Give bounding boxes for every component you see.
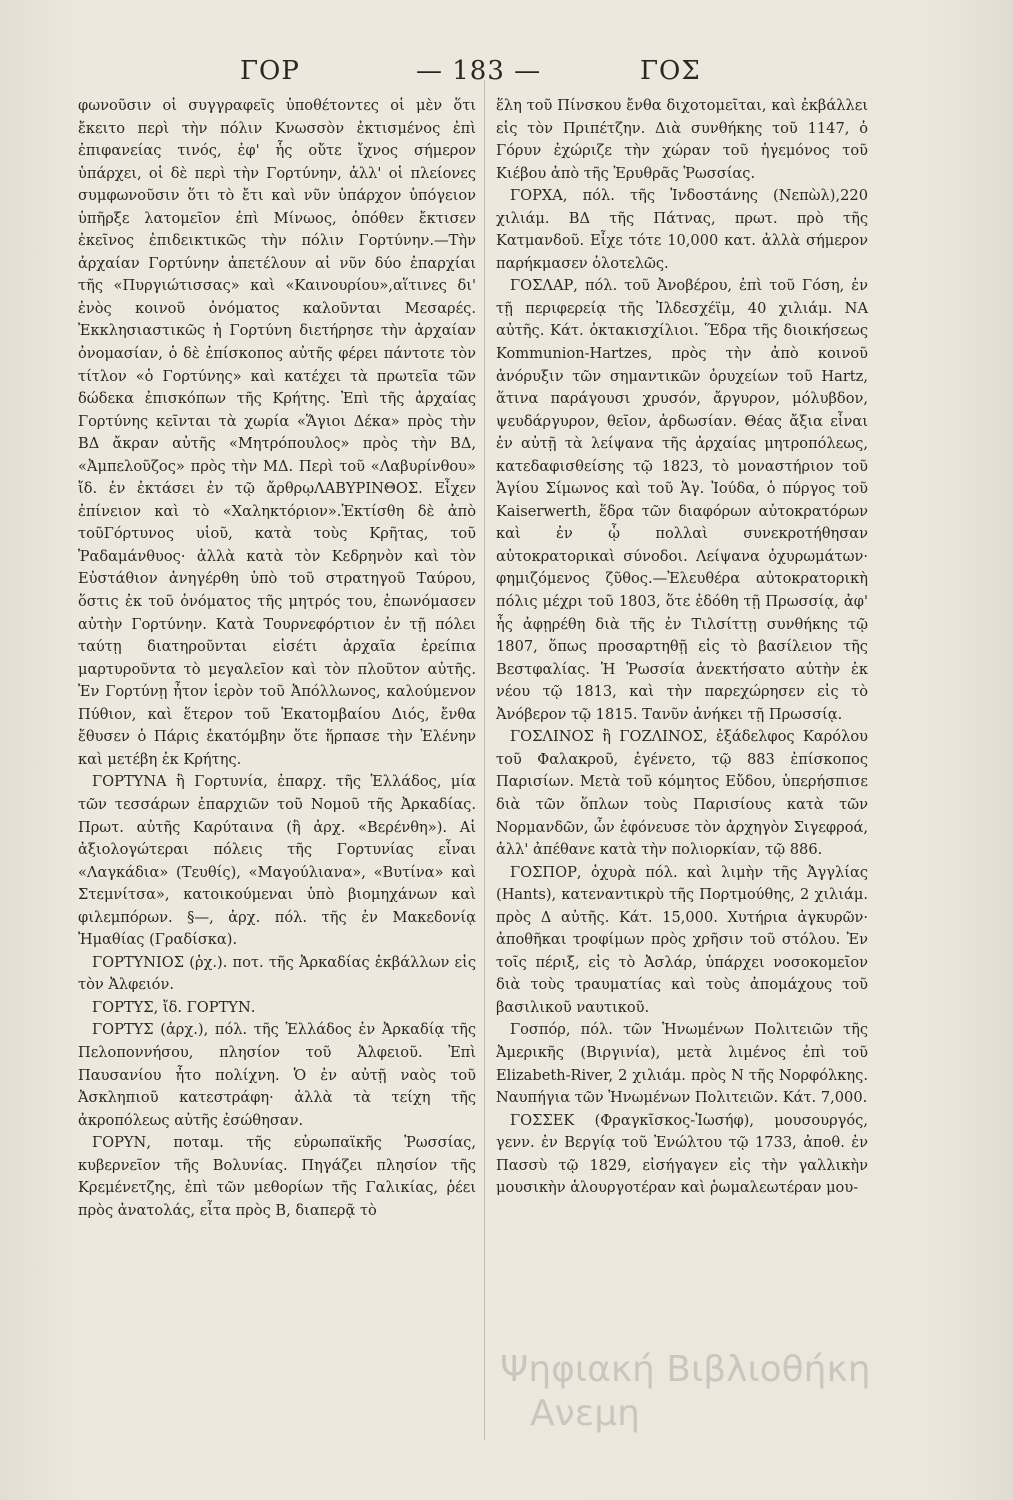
- entry-gortys-ref: ΓΟΡΤΥΣ, ἴδ. ΓΟΡΤΥΝ.: [92, 998, 256, 1016]
- watermark-line-1: Ψηφιακή Βιβλιοθήκη: [500, 1349, 871, 1390]
- entry-gortys: ΓΟΡΤΥΣ (ἀρχ.), πόλ. τῆς Ἑλλάδος ἐν Ἀρκαδίᾳ τῆς Πελοποννήσου, πλησίον τοῦ Ἀλφειοῦ. Ἐπὶ Παυσανίου ἦτο πολίχνη. Ὁ ἐν αὐτῇ ναὸς τοῦ Ἀσκληπιοῦ κατεστράφη· ἀλλὰ τὰ τείχη τῆς ἀκροπόλεως αὐτῆς ἐσώθησαν.: [78, 1021, 476, 1129]
- left-column: [78, 95, 476, 1222]
- entry-gosport-usa: Γοσπόρ, πόλ. τῶν Ἡνωμένων Πολιτειῶν τῆς Ἀμερικῆς (Βιργινία), μετὰ λιμένος ἐπὶ τοῦ Elizabeth-River, 2 χιλιάμ. πρὸς Ν τῆς Νορφόλκης. Ναυπήγια τῶν Ἡνωμένων Πολιτειῶν. Κάτ. 7,000.: [496, 1021, 868, 1107]
- page-header: [80, 56, 920, 90]
- header-right-keyword: ΓΟΣ: [640, 56, 701, 86]
- watermark-line-2: Ανεμη: [530, 1393, 640, 1434]
- entry-gortyn-continued: φωνοῦσιν οἱ συγγραφεῖς ὑποθέτοντες οἱ μὲν ὅτι ἔκειτο περὶ τὴν πόλιν Κνωσσὸν ἐκτισμένος ἐπὶ ἐπιφανείας τινός, ἐφ' ἧς οὔτε ἴχνος σήμερον ὑπάρχει, οἱ δὲ περὶ τὴν Γορτύνην, ἀλλ' οἱ πλείονες συμφωνοῦσιν ὅτι τὸ ἔτι καὶ νῦν ὑπάρχον ὑπόγειον ὑπῆρξε λατομεῖον ἐπὶ Μίνωος, ὁπόθεν ἔκτισεν ἐκεῖνος ἐπιδεικτικῶς τὴν πόλιν Γορτύνην.—Τὴν ἀρχαίαν Γορτύνην ἀπετέλουν αἱ νῦν δύο ἐπαρχίαι τῆς «Πυργιώτισσας» καὶ «Καινουρίου»,αἵτινες δι' ἑνὸς κοινοῦ ὀνόματος καλοῦνται Μεσαρές. Ἐκκλησιαστικῶς ἡ Γορτύνη διετήρησε τὴν ἀρχαίαν ὀνομασίαν, ὁ δὲ ἐπίσκοπος αὐτῆς φέρει πάντοτε τὸν τίτλον «ὁ Γορτύνης» καὶ κατέχει τὰ πρωτεῖα τῶν δώδεκα ἐπισκόπων τῆς Κρήτης. Ἐπὶ τῆς ἀρχαίας Γορτύνης κεῖνται τὰ χωρία «Ἅγιοι Δέκα» πρὸς τὴν ΒΔ ἄκραν αὐτῆς «Μητρόπουλος» πρὸς τὴν ΒΔ, «Ἀμπελοῦζος» πρὸς τὴν ΜΔ. Περὶ τοῦ «Λαβυρίνθου» ἴδ. ἐν ἐκτάσει ἐν τῷ ἄρθρῳΛΑΒΥΡΙΝΘΟΣ. Εἶχεν ἐπίνειον καὶ τὸ «Χαληκτόριον».Ἐκτίσθη δὲ ἀπὸ τοῦΓόρτυνος υἱοῦ, κατὰ τοὺς Κρῆτας, τοῦ Ῥαδαμάνθυος· ἀλλὰ κατὰ τὸν Κεδρηνὸν καὶ τὸν Εὐστάθιον ἀνηγέρθη ὑπὸ τοῦ στρατηγοῦ Ταύρου, ὅστις ἐκ τοῦ ὀνόματος τῆς μητρός του, ἐπωνόμασεν αὐτὴν Γορτύνην. Κατὰ Τουρνεφόρτιον ἐν τῇ πόλει ταύτῃ διατηροῦνται εἰσέτι ἀρχαῖα ἐρείπια μαρτυροῦντα τὸ μεγαλεῖον καὶ τὸν πλοῦτον αὐτῆς. Ἐν Γορτύνῃ ἦτον ἱερὸν τοῦ Ἀπόλλωνος, καλούμενον Πύθιον, καὶ ἕτερον τοῦ Ἑκατομβαίου Διός, ἔνθα ἔθυσεν ὁ Πάρις ἑκατόμβην ὅτε ἥρπασε τὴν Ἑλένην καὶ μετέβη ἐκ Κρήτης.: [78, 97, 476, 768]
- column-separator: [484, 80, 485, 1440]
- entry-goslinos: ΓΟΣΛΙΝΟΣ ἢ ΓΟΖΛΙΝΟΣ, ἐξάδελφος Καρόλου τοῦ Φαλακροῦ, ἐγένετο, τῷ 883 ἐπίσκοπος Παρισίων. Μετὰ τοῦ κόμητος Εὔδου, ὑπερήσπισε διὰ τῶν ὅπλων τοὺς Παρισίους κατὰ τῶν Νορμανδῶν, ὧν ἐφόνευσε τὸν ἀρχηγὸν Σιγεφροά, ἀλλ' ἀπέθανε κατὰ τὴν πολιορκίαν, τῷ 886.: [496, 728, 868, 859]
- header-left-keyword: ΓΟΡ: [240, 56, 300, 86]
- entry-gortynios: ΓΟΡΤΥΝΙΟΣ (ῥχ.). ποτ. τῆς Ἀρκαδίας ἐκβάλλων εἰς τὸν Ἀλφειόν.: [78, 953, 476, 994]
- entry-goslar: ΓΟΣΛΑΡ, πόλ. τοῦ Ἀνοβέρου, ἐπὶ τοῦ Γόση, ἐν τῇ περιφερείᾳ τῆς Ἰλδεσχέϊμ, 40 χιλιάμ. ΝΑ αὐτῆς. Κάτ. ὀκτακισχίλιοι. Ἕδρα τῆς διοικήσεως Kommunion-Hartzes, πρὸς τὴν ἀπὸ κοινοῦ ἀνόρυξιν τῶν σημαντικῶν ὀρυχείων τοῦ Hartz, ἅτινα παράγουσι χρυσόν, ἄργυρον, μόλυβδον, ψευδάργυρον, θεῖον, ἀρδωσίαν. Θέας ἄξια εἶναι ἐν αὐτῇ τὰ λείψανα τῆς ἀρχαίας μητροπόλεως, κατεδαφισθείσης τῷ 1823, τὸ μοναστήριον τοῦ Ἁγίου Σίμωνος καὶ τοῦ Ἁγ. Ἰούδα, ὁ πύργος τοῦ Kaiserwerth, ἕδρα τῶν διαφόρων αὐτοκρατόρων καὶ ἐν ᾧ πολλαὶ συνεκροτήθησαν αὐτοκρατορικαὶ σύνοδοι. Λείψανα ὀχυρωμάτων· φημιζόμενος ζῦθος.—Ἐλευθέρα αὐτοκρατορικὴ πόλις μέχρι τοῦ 1803, ὅτε ἐδόθη τῇ Πρωσσίᾳ, ἀφ' ἧς ἀφῃρέθη διὰ τῆς ἐν Τιλσίττῃ συνθήκης τῷ 1807, ὅπως προσαρτηθῇ εἰς τὸ βασίλειον τῆς Βεστφαλίας. Ἡ Ῥωσσία ἀνεκτήσατο αὐτὴν ἐκ νέου τῷ 1813, καὶ τὴν παρεχώρησεν εἰς τὸ Ἀνόβερον τῷ 1815. Τανῦν ἀνήκει τῇ Πρωσσίᾳ.: [496, 277, 868, 723]
- entry-gortyna: ΓΟΡΤΥΝΑ ἢ Γορτυνία, ἐπαρχ. τῆς Ἑλλάδος, μία τῶν τεσσάρων ἐπαρχιῶν τοῦ Νομοῦ τῆς Ἀρκαδίας. Πρωτ. αὐτῆς Καρύταινα (ἢ ἀρχ. «Βερένθη»). Αἱ ἀξιολογώτεραι πόλεις τῆς Γορτυνίας εἶναι «Λαγκάδια» (Τευθίς), «Μαγούλιανα», «Βυτίνα» καὶ Στεμνίτσα», κατοικούμεναι ὑπὸ βιομηχάνων καὶ φιλεμπόρων. §—, ἀρχ. πόλ. τῆς ἐν Μακεδονίᾳ Ἠμαθίας (Γραδίσκα).: [78, 773, 476, 949]
- right-column: [496, 95, 868, 1200]
- entry-gosport-england: ΓΟΣΠΟΡ, ὀχυρὰ πόλ. καὶ λιμὴν τῆς Ἀγγλίας (Hants), κατεναντικρὺ τῆς Πορτμούθης, 2 χιλιάμ. πρὸς Δ αὐτῆς. Κάτ. 15,000. Χυτήρια ἀγκυρῶν· ἀποθῆκαι τροφίμων πρὸς χρῆσιν τοῦ στόλου. Ἐν τοῖς πέριξ, εἰς τὸ Ἀσλάρ, ὑπάρχει νοσοκομεῖον διὰ τοὺς τραυματίας καὶ τοὺς ἀπομάχους τοῦ βασιλικοῦ ναυτικοῦ.: [496, 863, 868, 1016]
- entry-gorcha: ΓΟΡΧΑ, πόλ. τῆς Ἰνδοστάνης (Νεπὼλ),220 χιλιάμ. ΒΔ τῆς Πάτνας, πρωτ. πρὸ τῆς Κατμανδοῦ. Εἶχε τότε 10,000 κατ. ἀλλὰ σήμερον παρήκμασεν ὁλοτελῶς.: [496, 187, 868, 272]
- page-number: — 183 —: [416, 56, 542, 86]
- entry-gossec: ΓΟΣΣΕΚ (Φραγκῖσκος-Ἰωσήφ), μουσουργός, γενν. ἐν Βεργίᾳ τοῦ Ἐνώλτου τῷ 1733, ἀποθ. ἐν Πασσὺ τῷ 1829, εἰσήγαγεν εἰς τὴν γαλλικὴν μουσικὴν ἁλουργοτέραν καὶ ῥωμαλεωτέραν μου-: [496, 1111, 868, 1197]
- watermark: [500, 1348, 1000, 1468]
- entry-goryn: ΓΟΡΥΝ, ποταμ. τῆς εὐρωπαϊκῆς Ῥωσσίας, κυβερνεῖον τῆς Βολυνίας. Πηγάζει πλησίον τῆς Κρεμένετζης, ἐπὶ τῶν μεθορίων τῆς Γαλικίας, ῥέει πρὸς ἀνατολάς, εἶτα πρὸς Β, διαπερᾷ τὸ: [78, 1134, 476, 1219]
- entry-goryn-continued: ἕλη τοῦ Πίνσκου ἔνθα διχοτομεῖται, καὶ ἐκβάλλει εἰς τὸν Πριπέτζην. Διὰ συνθήκης τοῦ 1147, ὁ Γόρυν ἐχώριζε τὴν χώραν τοῦ ἡγεμόνος τοῦ Κιέβου ἀπὸ τῆς Ἐρυθρᾶς Ῥωσσίας.: [496, 97, 868, 182]
